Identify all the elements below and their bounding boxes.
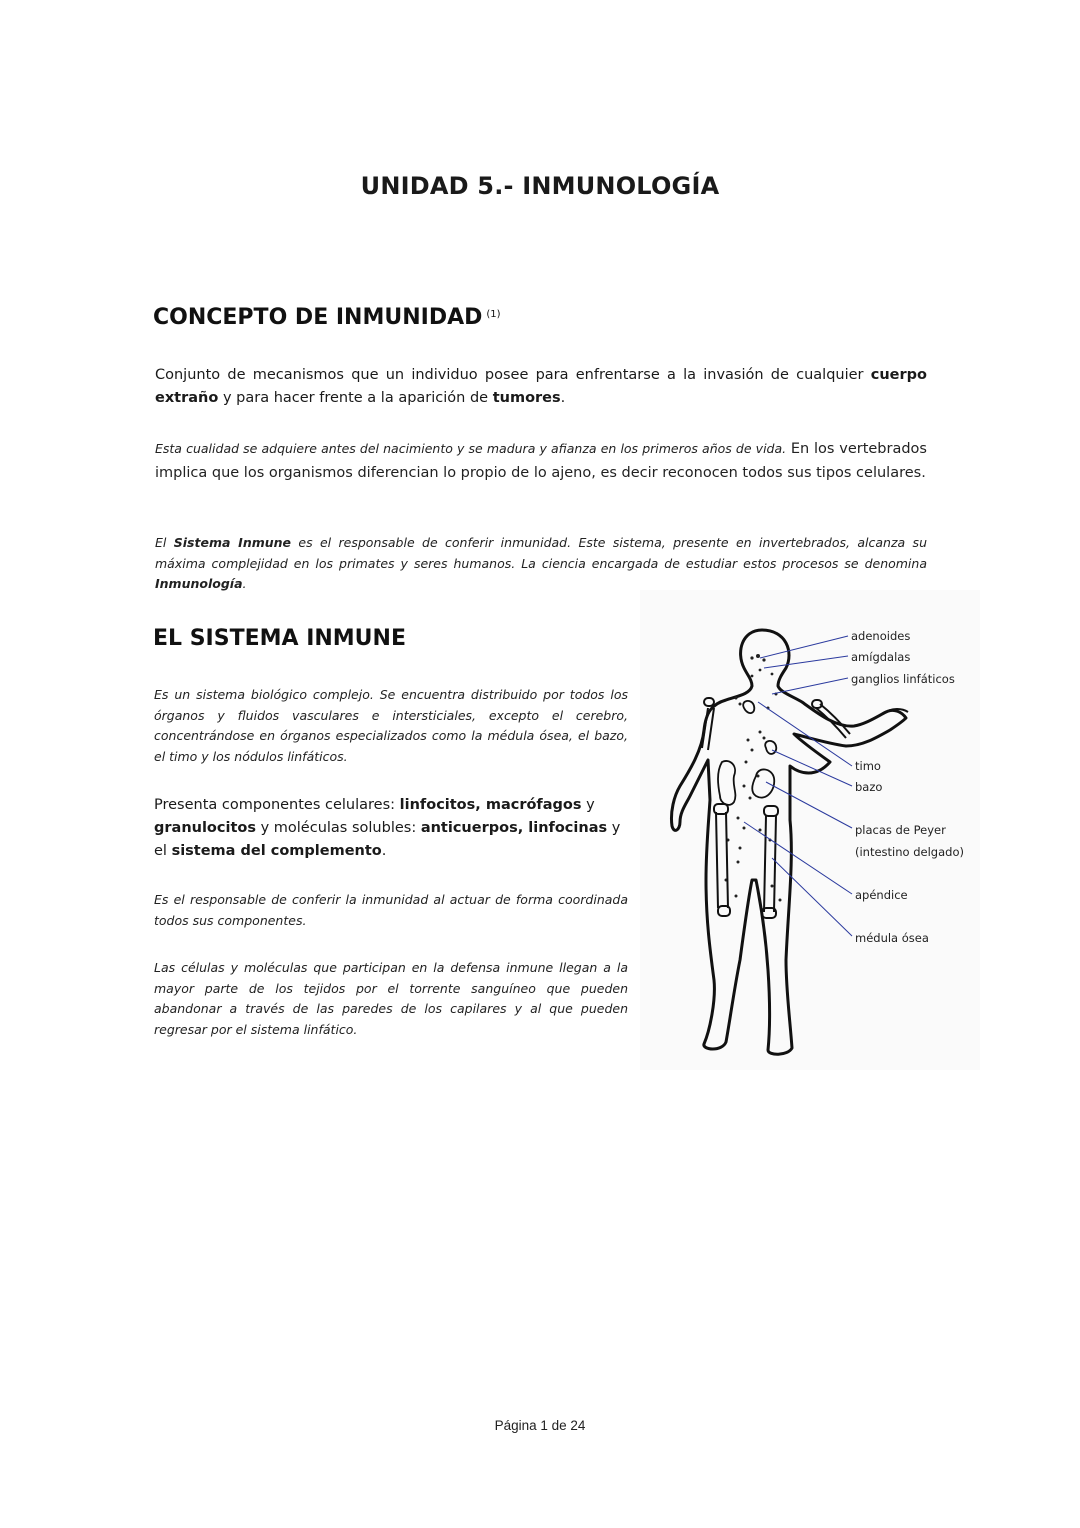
text-run: En los vertebrados implica que los organismos diferencian lo propio de lo ajeno, es decir reconocen todos sus tipos celulares.: [155, 441, 927, 481]
text-run: .: [560, 390, 566, 406]
bold-term: tumores: [492, 390, 561, 406]
text-run: y moléculas solubles:: [255, 820, 421, 836]
bold-term: anticuerpos, linfocinas: [420, 820, 608, 836]
lymphatic-system-figure: [640, 590, 980, 1070]
text-run: y: [581, 797, 595, 813]
section-heading-sistema-inmune: EL SISTEMA INMUNE: [153, 626, 406, 651]
paragraph-circulation: Las células y moléculas que participan en la defensa inmune llegan a la mayor parte de los tejidos por el torrente sanguíneo que pueden abandonar a través de las paredes de los capilares y al que pueden regresar por el sistema linfático.: [154, 960, 628, 1037]
text-run: es el responsable de conferir inmunidad. Este sistema, presente en invertebrados, alcanza su máxima complejidad en los primates y seres humanos. La ciencia encargada de estudiar estos procesos se denomina: [155, 535, 927, 571]
text-run: Conjunto de mecanismos que un individuo posee para enfrentarse a la invasión de cualquier: [155, 367, 871, 383]
label-ganglios: ganglios linfáticos: [851, 672, 955, 686]
text-run: Presenta componentes celulares:: [154, 797, 400, 813]
paragraph-components: [154, 794, 628, 863]
label-adenoides: adenoides: [851, 629, 911, 643]
bold-term: linfocitos, macrófagos: [399, 797, 582, 813]
text-run: .: [242, 576, 247, 591]
paragraph-coordination: Es el responsable de conferir la inmunidad al actuar de forma coordinada todos sus componentes.: [154, 892, 628, 928]
text-run: El: [155, 535, 174, 550]
paragraph-complex-system: Es un sistema biológico complejo. Se encuentra distribuido por todos los órganos y fluidos vasculares e intersticiales, excepto el cerebro, concentrándose en órganos especializados como la médula ósea, el bazo, el timo y los nódulos linfáticos.: [154, 687, 628, 764]
paragraph-immune-system: [155, 533, 927, 595]
page-footer: Página 1 de 24: [494, 1418, 586, 1433]
label-timo: timo: [855, 759, 881, 773]
label-intestino: (intestino delgado): [855, 845, 964, 859]
bold-term: cuerpo extraño: [155, 367, 927, 406]
label-amigdalas: amígdalas: [851, 650, 911, 664]
label-medula: médula ósea: [855, 931, 929, 945]
text-run: y para hacer frente a la aparición de: [218, 390, 493, 406]
label-apendice: apéndice: [855, 888, 908, 902]
bold-term: Inmunología: [155, 576, 243, 591]
label-bazo: bazo: [855, 780, 883, 794]
bold-term: Sistema Inmune: [173, 535, 292, 550]
italic-run: Esta cualidad se adquiere antes del nacimiento y se madura y afianza en los primeros años de vida.: [155, 441, 787, 456]
section-heading-text: CONCEPTO DE INMUNIDAD: [153, 305, 483, 330]
paragraph-definition: [155, 364, 927, 410]
bold-term: sistema del complemento: [171, 843, 382, 859]
text-run: .: [381, 843, 387, 859]
paragraph-acquisition: [155, 437, 927, 485]
bold-term: granulocitos: [154, 820, 256, 836]
label-placas-peyer: placas de Peyer: [855, 823, 946, 837]
text-run: y el: [154, 820, 621, 859]
footnote-marker: (1): [486, 309, 501, 320]
section-heading-concepto: [153, 305, 501, 330]
unit-title: UNIDAD 5.- INMUNOLOGÍA: [360, 172, 720, 200]
